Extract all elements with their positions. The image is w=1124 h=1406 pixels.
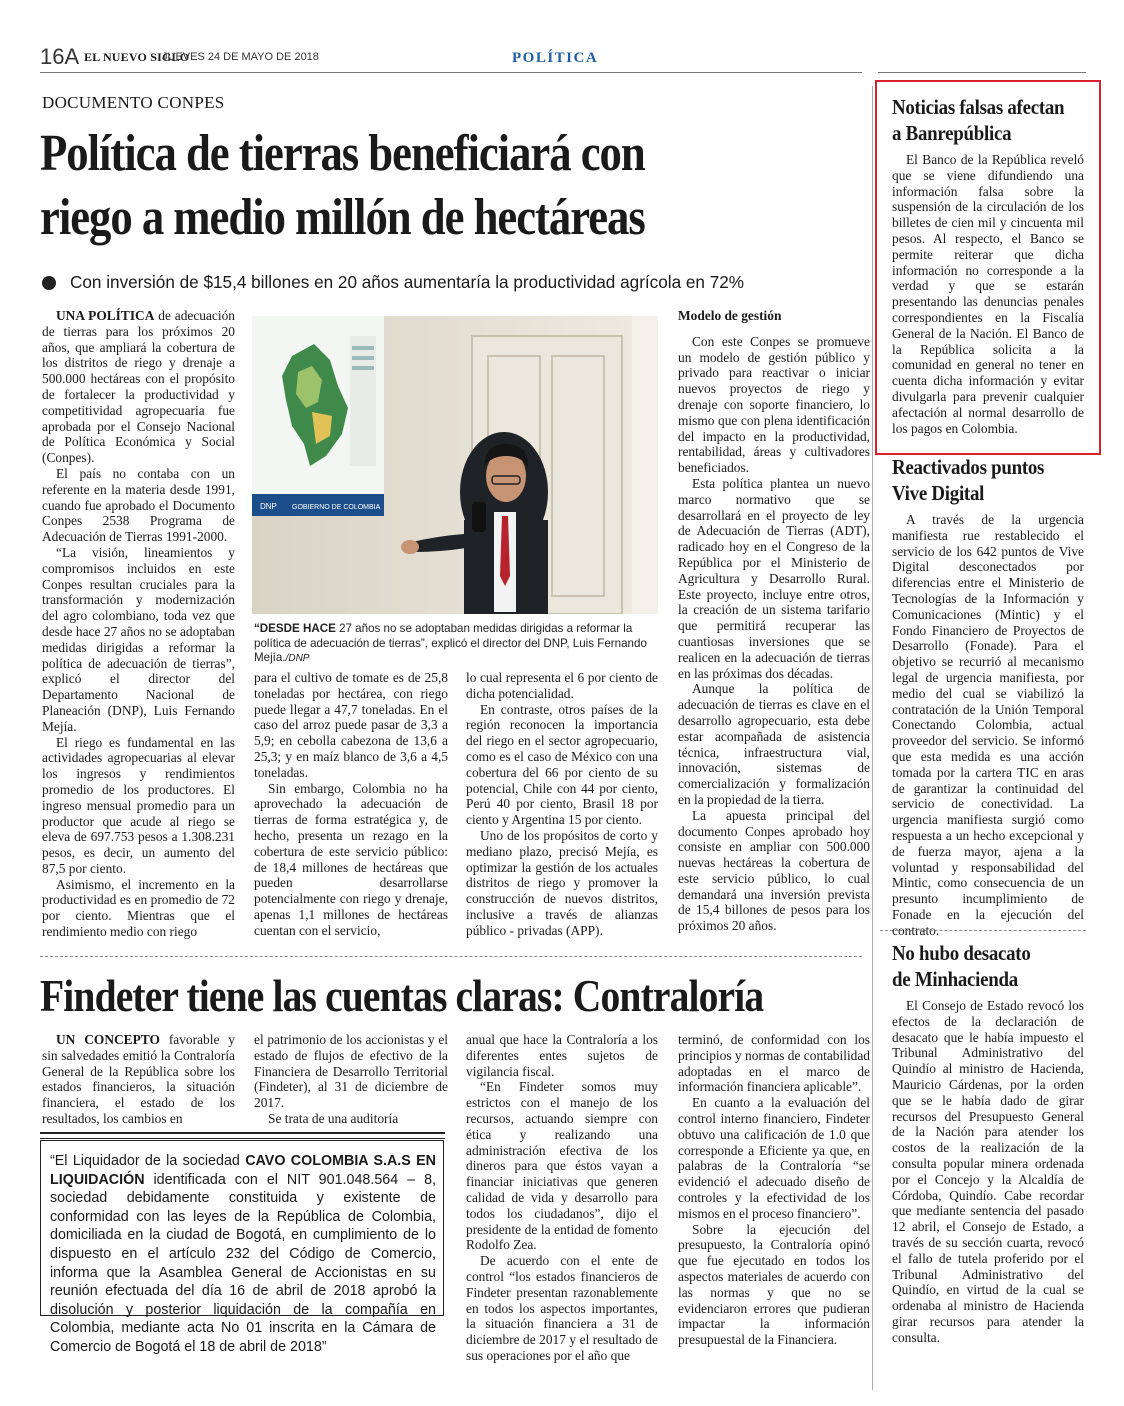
- sidebar-item-3-title: [892, 940, 1072, 992]
- sidebar-item-2-title: [892, 454, 1072, 506]
- title-line: Noticias falsas afectan: [892, 95, 1065, 119]
- paragraph: lo cual representa el 6 por ciento de dicha potencialidad.: [466, 670, 658, 701]
- masthead: [40, 44, 860, 70]
- article-subhead: Con inversión de $15,4 billones en 20 años aumentaría la productividad agrícola en 72%: [70, 272, 745, 292]
- paragraph: anual que hace la Contraloría a los diferentes entes sujetos de vigilancia fiscal.: [466, 1032, 658, 1079]
- headline-line-1: Política de tierras beneficiará con: [40, 125, 645, 182]
- title-line: Reactivados puntos: [892, 455, 1045, 479]
- paragraph: La apuesta principal del documento Conpes aprobado hoy consiste en ampliar con 500.000 nuevas hectáreas la cobertura de este servicio público, lo cual demandará una inversión prevista de 15,4 billones de pesos para los próximos 20 años.: [678, 807, 870, 934]
- paragraph: Sobre la ejecución del presupuesto, la Contraloría opinó que fue ejecutado en todos los aspectos materiales de acuerdo con las normas y que no se evidenciaron errores que pudieran impactar la información presupuestal de la Financiera.: [678, 1221, 870, 1348]
- main-column-3: [466, 670, 658, 939]
- title-line: No hubo desacato: [892, 941, 1031, 965]
- notice-company: CAVO COLOMBIA S.A.S EN LIQUIDACIÓN: [50, 1153, 436, 1188]
- article-kicker: DOCUMENTO CONPES: [42, 93, 225, 112]
- paragraph: Se trata de una auditoría: [268, 1110, 399, 1126]
- second-column-1: [42, 1032, 235, 1127]
- second-article-headline: Findeter tiene las cuentas claras: Contraloría: [40, 970, 764, 1021]
- caption-lead: “DESDE HACE: [254, 622, 336, 635]
- paragraph: de adecuación de tierras para los próximos 20 años, que ampliará la cobertura de los distritos de riego y drenaje a 500.000 hectáreas con el propósito de fortalecer la productividad y competitividad agropecuaria fue aprobada por el Consejo Nacional de Política Económica y Social (Conpes).: [42, 308, 235, 466]
- photo-credit: /DNP: [285, 653, 310, 664]
- paragraph: para el cultivo de tomate es de 25,8 toneladas por hectárea, con riego puede llegar a 47,7 toneladas. En el caso del arroz puede pasar de 3,3 a 5,9; en cebolla cabezona de 13,6 a 25,3; y en maíz blanco de 3,6 a 4,5 toneladas.: [254, 670, 448, 780]
- main-column-4: [678, 308, 870, 934]
- paragraph: el patrimonio de los accionistas y el estado de flujos de efectivo de la Financiera de Desarrollo Territorial (Findeter), al 31 de diciembre de 2017.: [254, 1032, 448, 1111]
- paragraph: A través de la urgencia manifiesta rue restablecido el servicio de los 642 puntos de Vive Digital desconectados por diferencias entre el Ministerio de Tecnologías de la Información y Comunicaciones (Mintic) y el Fondo Financiero de Proyectos de Desarrollo (Fonade). Para el objetivo se recurrió al mecanismo legal de urgencia manifiesta, por medio del cual se viabilizó la contratación de la Unión Temporal Conectando Colombia, actual proveedor del servicio. Se informó que esta medida es una acción tomada por la cartera TIC en aras de garantizar la continuidad del servicio de conectividad. La urgencia manifiesta surgió como respuesta a un hecho excepcional y de fuerza mayor, ajena a la voluntad y responsabilidad del Mintic, como consecuencia de un presunto incumplimiento de Fonade en la ejecución del contrato.: [892, 512, 1084, 938]
- paragraph: Asimismo, el incremento en la productividad es en promedio de 72 por ciento. Mientras que el rendimiento medio con riego: [42, 876, 235, 940]
- article-subhead-row: [42, 272, 862, 296]
- headline-line-2: riego a medio millón de hectáreas: [40, 189, 645, 246]
- caption-text: 27 años no se adoptaban medidas dirigidas a reformar la política de adecuación de tierras”, explicó el director del DNP, Luis Fernando Mejía.: [254, 622, 647, 664]
- sidebar-item-1-body: [892, 152, 1084, 436]
- paragraph: Sin embargo, Colombia no ha aprovechado la adecuación de tierras de forma estratégica y, de hecho, presenta un rezago en la cobertura de este servicio público: de 18,4 millones de hectáreas que pueden desarrollarse potencialmente con riego y drenaje, apenas 1,1 millones de hectáreas cuentan con el servicio,: [254, 780, 448, 938]
- paragraph: Esta política plantea un nuevo marco normativo que se desarrollará en el proyecto de ley de Adecuación de Tierras (ADT), radicado hoy en el Congreso de la República por el Ministerio de Agricultura y Desarrollo Rural. Este proyecto, incluye entre otros, la creación de un sistema tarifario que permitirá recuperar las cuantiosas inversiones que se realicen en la adecuación de tierras en las próximas dos décadas.: [678, 475, 870, 681]
- sidebar-separator: [880, 930, 1086, 931]
- title-line: de Minhacienda: [892, 967, 1018, 991]
- main-column-1: [42, 308, 235, 940]
- legal-notice-text: [50, 1152, 436, 1357]
- title-line: Vive Digital: [892, 481, 985, 505]
- paper-name: EL NUEVO SIGLO: [84, 50, 190, 64]
- article-headline: [40, 122, 745, 250]
- sidebar-item-3-body: [892, 998, 1084, 1346]
- paragraph: Aunque la política de adecuación de tierras es clave en el desarrollo agropecuario, esta debe estar acompañada de asistencia técnica, infraestructura vial, innovación, sistemas de comercialización y formalización en la propiedad de la tierra.: [678, 681, 870, 807]
- paper-date: JUEVES 24 DE MAYO DE 2018: [162, 51, 319, 63]
- bullet-icon: [42, 276, 56, 290]
- paragraph: favorable y sin salvedades emitió la Contraloría General de la República sobre los estados financieros, la situación financiera, el estado de los resultados, los cambios en: [42, 1032, 235, 1126]
- sidebar-top-rule: [878, 72, 1086, 73]
- section-tag: POLÍTICA: [512, 50, 599, 66]
- paragraph: El Consejo de Estado revocó los efectos de la declaración de desacato que le había impuesto el Tribunal Administrativo del Quindío al ministro de Hacienda, Mauricio Cárdenas, por la orden que se le había dado de girar recursos del Presupuesto General de la Nación para atender los costos de la realización de la consulta popular minera ordenada por el Concejo y la Alcaldía de Córdoba, Quindío. Cabe recordar que mediante sentencia del pasado 12 abril, el Consejo de Estado, a través de su sección cuarta, revocó el fallo de tutela proferido por el Tribunal Administrativo del Quindío, en virtud de la cual se ordenaba al ministro de Hacienda girar recursos para atender la consulta.: [892, 998, 1084, 1345]
- screen-logo-gob: GOBIERNO DE COLOMBIA: [292, 504, 381, 511]
- notice-part-2: identificada con el NIT 901.048.564 – 8, sociedad debidamente constituida y existente de conformidad con las leyes de la República de Colombia, domiciliada en la ciudad de Bogotá, en cumplimiento de lo dispuesto en el artículo 232 del Código de Comercio, informa que la Asamblea General de Accionistas en su reunión efectuada del día 16 de abril de 2018 aprobó la disolución y posterior liquidación de la compañía en Colombia, mediante acta No 01 inscrita en la Cámara de Comercio de Bogotá el 18 de abril de 2018”: [50, 1171, 436, 1355]
- main-column-2: [254, 670, 448, 939]
- page-number: 16A: [40, 44, 80, 69]
- sidebar-divider: [872, 86, 873, 1390]
- sidebar-item-2-body: [892, 512, 1084, 939]
- notice-part-1: “El Liquidador de la sociedad: [50, 1153, 240, 1169]
- paragraph: El Banco de la República reveló que se viene difundiendo una información falsa sobre la suspensión de la circulación de los billetes de cien mil y cincuenta mil pesos. Al respecto, el Banco se permite reiterar que dicha información no corresponde a la verdad y que se estarán presentando las denuncias penales correspondientes en la Fiscalía General de la Nación. El Banco de la República solicita a la comunidad en general no tener en cuenta dicha información y evitar divulgarla para prevenir cualquier afectación al normal desarrollo de los pagos en Colombia.: [892, 152, 1084, 436]
- paragraph: En cuanto a la evaluación del control interno financiero, Findeter obtuvo una calificación de 1.0 que corresponde a Eficiente ya que, en palabras de la Contraloría “se evidenció el adecuado diseño de controles y la efectividad de los mismos en el proceso financiero”.: [678, 1095, 870, 1221]
- paragraph: Con este Conpes se promueve un modelo de gestión público y privado para reactivar o iniciar nuevos proyectos de riego y drenaje con soporte financiero, lo mismo que con plena identificación del impacto en la productividad, rentabilidad, áreas y cultivadores beneficiados.: [678, 333, 870, 476]
- second-column-4: [678, 1032, 870, 1348]
- paragraph: “En Findeter somos muy estrictos con el manejo de los recursos, actuando siempre con ética y realizando una administración efectiva de los dineros para que éstos vayan a financiar iniciativas que generen calidad de vida y desarrollo para todos los ciudadanos”, dijo el presidente de la entidad de fomento Rodolfo Zea.: [466, 1079, 658, 1253]
- paragraph: Uno de los propósitos de corto y mediano plazo, precisó Mejía, es optimizar la gestión de los actuales distritos de riego y promover la construcción de nuevos distritos, inclusive a través de alianzas público - privadas (APP).: [466, 827, 658, 938]
- photo-illustration: [252, 316, 658, 614]
- lead-word: UN CONCEPTO: [56, 1032, 160, 1047]
- paragraph: En contraste, otros países de la región reconocen la importancia del riego en el sector agropecuario, como es el caso de México con una cobertura del 66 por ciento de su potencial, Chile con 44 por ciento, Perú 40 por ciento, Brasil 18 por ciento y Argentina 15 por ciento.: [466, 701, 658, 828]
- article-separator: [40, 956, 862, 957]
- paragraph: El país no contaba con un referente en la materia desde 1991, cuando fue aprobado el Documento Conpes 2538 Programa de Adecuación de Tierras 1991-2000.: [42, 465, 235, 545]
- masthead-rule: [40, 72, 862, 73]
- screen-logo-dnp: DNP: [260, 502, 277, 511]
- paragraph: “La visión, lineamientos y compromisos incluidos en este Conpes resultan cruciales para la transformación y modernización del agro colombiano, toda vez que desde hace 27 años no se adoptaban medidas dirigidas a reformar la política de adecuación de tierras”, explicó el director del Departamento Nacional de Planeación (DNP), Luis Fernando Mejía.: [42, 544, 235, 734]
- lead-word: UNA POLÍTICA: [56, 308, 155, 323]
- article-photo: [252, 316, 658, 614]
- notice-top-rule: [40, 1132, 445, 1139]
- second-column-2: [254, 1032, 448, 1127]
- sidebar-item-1-title: [892, 94, 1072, 146]
- paragraph: De acuerdo con el ente de control “los estados financieros de Findeter presentan razonablemente en todos los aspectos importantes, la situación financiera a 31 de diciembre de 2017 y el resultado de sus operaciones por el año que: [466, 1253, 658, 1363]
- sub-section-title: Modelo de gestión: [678, 308, 782, 323]
- photo-caption: [254, 622, 656, 667]
- second-column-3: [466, 1032, 658, 1364]
- paragraph: terminó, de conformidad con los principios y normas de contabilidad adoptadas en el marco de información financiera aplicable”.: [678, 1032, 870, 1095]
- paragraph: El riego es fundamental en las actividades agropecuarias al elevar los ingresos y rendimientos promedio de los productores. El ingreso mensual promedio para un productor que acude al riego se eleva de 697.753 pesos a 1.308.231 pesos, es decir, un aumento del 87,5 por ciento.: [42, 734, 235, 876]
- title-line: a Banrepública: [892, 121, 1012, 145]
